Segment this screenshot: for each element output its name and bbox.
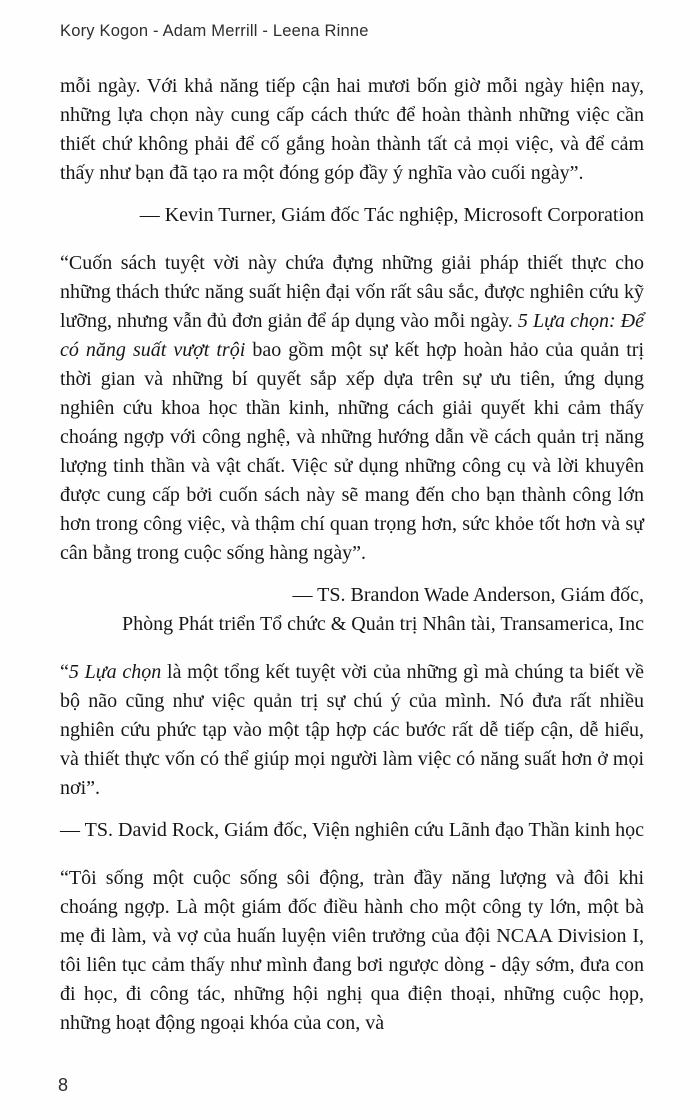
attribution-line-2: Phòng Phát triển Tổ chức & Quản trị Nhân tài, Transamerica, Inc (121, 613, 644, 635)
book-title-italic: 5 Lựa chọn: Để có năng suất vượt trội (60, 310, 644, 361)
page-number: 8 (58, 1075, 69, 1095)
quote-continued-next-page (60, 864, 644, 1038)
open-quote: “ (60, 661, 69, 683)
quote-brandon-anderson (60, 249, 644, 568)
attribution-text: — Kevin Turner, Giám đốc Tác nghiệp, Microsoft Corporation (139, 204, 644, 226)
attribution-brandon-anderson (60, 581, 644, 639)
page-body-text (60, 72, 644, 1038)
attribution-line-1: — TS. Brandon Wade Anderson, Giám đốc, (292, 584, 644, 606)
quote-david-rock (60, 658, 644, 803)
authors-header: Kory Kogon - Adam Merrill - Leena Rinne (60, 22, 369, 40)
quote-text-post: bao gồm một sự kết hợp hoàn hảo của quản trị thời gian và những bí quyết sắp xếp dựa trên sự ưu tiên, ứng dụng nghiên cứu khoa học thần kinh, những cách giải quyết khi cảm thấy choáng ngợp với công nghệ, và những hướng dẫn về cách quản trị năng lượng tinh thần và vật chất. Việc sử dụng những công cụ và lời khuyên được cung cấp bởi cuốn sách này sẽ mang đến cho bạn thành công lớn hơn trong công việc, và thậm chí quan trọng hơn, sức khỏe tốt hơn và sự cân bằng trong cuộc sống hàng ngày”. (60, 339, 644, 564)
quote-text-post: là một tổng kết tuyệt vời của những gì mà chúng ta biết về bộ não cũng như việc quản trị sự chú ý của mình. Nó đưa rất nhiều nghiên cứu phức tạp vào một tập hợp các bước rất dễ tiếp cận, dễ hiểu, và thiết thực vốn có thể giúp mọi người làm việc có năng suất hơn ở mọi nơi”. (60, 661, 644, 799)
attribution-text: — TS. David Rock, Giám đốc, Viện nghiên cứu Lãnh đạo Thần kinh học (60, 819, 644, 841)
attribution-david-rock (60, 816, 644, 845)
quote-text: mỗi ngày. Với khả năng tiếp cận hai mươi bốn giờ mỗi ngày hiện nay, những lựa chọn này cung cấp cách thức để hoàn thành những việc cần thiết chứ không phải để cố gắng hoàn thành tất cả mọi việc, và để cảm thấy như bạn đã tạo ra một đóng góp đầy ý nghĩa vào cuối ngày”. (60, 75, 644, 184)
quote-text: “Tôi sống một cuộc sống sôi động, tràn đầy năng lượng và đôi khi choáng ngợp. Là một giám đốc điều hành cho một công ty lớn, một bà mẹ đi làm, và vợ của huấn luyện viên trưởng của đội NCAA Division I, tôi liên tục cảm thấy như mình đang bơi ngược dòng - dậy sớm, đưa con đi học, đi công tác, những hội nghị qua điện thoại, những cuộc họp, những hoạt động ngoại khóa của con, và (60, 867, 644, 1034)
quote-kevin-turner (60, 72, 644, 188)
attribution-kevin-turner (60, 201, 644, 230)
quote-text-pre: “Cuốn sách tuyệt vời này chứa đựng những giải pháp thiết thực cho những thách thức năng suất hiện đại vốn rất sâu sắc, được nghiên cứu kỹ lưỡng, nhưng vẫn đủ đơn giản để áp dụng vào mỗi ngày. (60, 252, 644, 332)
book-title-italic: 5 Lựa chọn (68, 661, 162, 683)
